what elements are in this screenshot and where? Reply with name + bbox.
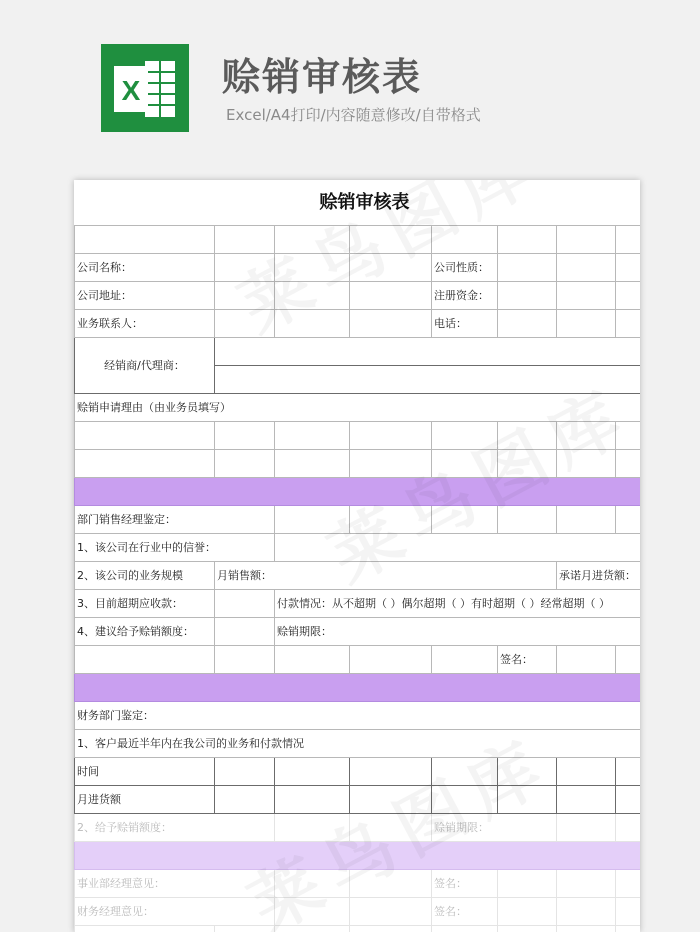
promised-purchase-label: 承诺月进货额： bbox=[557, 562, 641, 590]
registered-capital-label: 注册资金： bbox=[432, 282, 498, 310]
cell[interactable] bbox=[616, 450, 641, 478]
cell[interactable] bbox=[557, 282, 616, 310]
cell[interactable] bbox=[350, 254, 432, 282]
item1-input[interactable] bbox=[275, 534, 641, 562]
cell[interactable] bbox=[557, 786, 616, 814]
cell[interactable] bbox=[75, 646, 215, 674]
cell[interactable] bbox=[557, 926, 616, 932]
excel-logo-icon bbox=[101, 44, 189, 132]
item1-row bbox=[75, 534, 641, 562]
cell[interactable] bbox=[498, 254, 557, 282]
cell[interactable] bbox=[350, 282, 432, 310]
cell[interactable] bbox=[350, 898, 432, 926]
cell[interactable] bbox=[616, 506, 641, 534]
cell[interactable] bbox=[498, 786, 557, 814]
cell[interactable] bbox=[616, 226, 641, 254]
cell[interactable] bbox=[275, 282, 350, 310]
finance-item1-row bbox=[75, 730, 641, 758]
monthly-sales-label: 月销售额： bbox=[215, 562, 350, 590]
finance-item2-label: 2、给予赊销额度： bbox=[75, 814, 275, 842]
company-address-row bbox=[75, 282, 641, 310]
item3-label: 3、目前超期应收款： bbox=[75, 590, 215, 618]
cell[interactable] bbox=[616, 786, 641, 814]
reason-blank-row bbox=[75, 450, 641, 478]
cell[interactable] bbox=[350, 758, 432, 786]
monthly-sales-input[interactable] bbox=[350, 562, 557, 590]
item4-row bbox=[75, 618, 641, 646]
cell[interactable] bbox=[498, 926, 557, 932]
cell[interactable] bbox=[557, 814, 616, 842]
phone-label: 电话： bbox=[432, 310, 498, 338]
cell[interactable] bbox=[616, 926, 641, 932]
payment-status-label: 付款情况：从不超期（ ）偶尔超期（ ）有时超期（ ）经常超期（ ） bbox=[275, 590, 641, 618]
cell[interactable] bbox=[432, 226, 498, 254]
title-row bbox=[75, 180, 641, 226]
distributor-input[interactable] bbox=[215, 366, 641, 394]
finance-item2-row bbox=[75, 814, 641, 842]
cell[interactable] bbox=[275, 310, 350, 338]
distributor-input[interactable] bbox=[215, 338, 641, 366]
cell[interactable] bbox=[557, 422, 616, 450]
cell[interactable] bbox=[616, 758, 641, 786]
page-header bbox=[0, 0, 700, 170]
cell[interactable] bbox=[498, 310, 557, 338]
company-nature-label: 公司性质： bbox=[432, 254, 498, 282]
cell[interactable] bbox=[215, 450, 275, 478]
cell[interactable] bbox=[275, 786, 350, 814]
cell[interactable] bbox=[275, 226, 350, 254]
section-divider bbox=[75, 842, 641, 870]
cell[interactable] bbox=[215, 758, 275, 786]
cell[interactable] bbox=[432, 786, 498, 814]
cell[interactable] bbox=[275, 814, 350, 842]
cell[interactable] bbox=[215, 422, 275, 450]
svg-text:X: X bbox=[121, 75, 141, 106]
purple-band bbox=[75, 478, 641, 506]
bu-manager-label: 事业部经理意见： bbox=[75, 870, 275, 898]
cell[interactable] bbox=[275, 898, 350, 926]
finance-item1-label: 1、客户最近半年内在我公司的业务和付款情况 bbox=[75, 730, 641, 758]
cell[interactable] bbox=[557, 898, 616, 926]
finance-credit-period-label: 赊销期限： bbox=[432, 814, 557, 842]
finance-review-label: 财务部门鉴定： bbox=[75, 702, 641, 730]
distributor-row bbox=[75, 338, 641, 366]
cell[interactable] bbox=[616, 646, 641, 674]
cell[interactable] bbox=[498, 450, 557, 478]
item1-label: 1、该公司在行业中的信誉： bbox=[75, 534, 275, 562]
cell[interactable] bbox=[616, 870, 641, 898]
cell[interactable] bbox=[432, 926, 498, 932]
cell[interactable] bbox=[557, 254, 616, 282]
cell[interactable] bbox=[557, 646, 616, 674]
cell[interactable] bbox=[215, 926, 275, 932]
cell[interactable] bbox=[215, 646, 275, 674]
contact-row bbox=[75, 310, 641, 338]
cell[interactable] bbox=[275, 506, 350, 534]
monthly-purchase-label: 月进货额 bbox=[75, 786, 215, 814]
cell[interactable] bbox=[275, 422, 350, 450]
cell[interactable] bbox=[616, 814, 641, 842]
purple-band bbox=[75, 842, 641, 870]
cell[interactable] bbox=[557, 870, 616, 898]
company-address-label: 公司地址： bbox=[75, 282, 215, 310]
cell[interactable] bbox=[215, 254, 275, 282]
dept-sales-review-label: 部门销售经理鉴定： bbox=[75, 506, 275, 534]
page-title: 赊销审核表 bbox=[222, 55, 423, 99]
cell[interactable] bbox=[557, 506, 616, 534]
cell[interactable] bbox=[498, 226, 557, 254]
cell[interactable] bbox=[498, 870, 557, 898]
reason-label: 赊销申请理由（由业务员填写） bbox=[75, 394, 641, 422]
bu-signature-label: 签名： bbox=[432, 870, 498, 898]
cell[interactable] bbox=[557, 310, 616, 338]
cell[interactable] bbox=[432, 646, 498, 674]
cell[interactable] bbox=[432, 450, 498, 478]
blank-row bbox=[75, 926, 641, 932]
cell[interactable] bbox=[432, 758, 498, 786]
cell[interactable] bbox=[75, 926, 215, 932]
cell[interactable] bbox=[215, 282, 275, 310]
cell[interactable] bbox=[350, 870, 432, 898]
cell[interactable] bbox=[616, 282, 641, 310]
cell[interactable] bbox=[350, 814, 432, 842]
cell[interactable] bbox=[350, 422, 432, 450]
cell[interactable] bbox=[557, 758, 616, 786]
item2-label: 2、该公司的业务规模 bbox=[75, 562, 215, 590]
business-contact-label: 业务联系人： bbox=[75, 310, 215, 338]
cell[interactable] bbox=[215, 226, 275, 254]
cell[interactable] bbox=[275, 758, 350, 786]
cell[interactable] bbox=[350, 786, 432, 814]
sheet-title: 赊销审核表 bbox=[75, 180, 641, 226]
cell[interactable] bbox=[350, 226, 432, 254]
cell[interactable] bbox=[215, 786, 275, 814]
cell[interactable] bbox=[498, 506, 557, 534]
time-row bbox=[75, 758, 641, 786]
cell[interactable] bbox=[350, 310, 432, 338]
cell[interactable] bbox=[275, 870, 350, 898]
reason-blank-row bbox=[75, 422, 641, 450]
reason-row bbox=[75, 394, 641, 422]
bu-manager-row bbox=[75, 870, 641, 898]
blank-row bbox=[75, 226, 641, 254]
item4-label: 4、建议给予赊销额度： bbox=[75, 618, 215, 646]
cell[interactable] bbox=[275, 926, 350, 932]
cell[interactable] bbox=[498, 422, 557, 450]
credit-review-form bbox=[74, 180, 640, 932]
spreadsheet-preview bbox=[74, 180, 640, 932]
section-divider bbox=[75, 674, 641, 702]
cell[interactable] bbox=[350, 506, 432, 534]
cell[interactable] bbox=[215, 590, 275, 618]
cell[interactable] bbox=[557, 450, 616, 478]
finance-manager-label: 财务经理意见： bbox=[75, 898, 275, 926]
cell[interactable] bbox=[350, 450, 432, 478]
cell[interactable] bbox=[275, 450, 350, 478]
page-subtitle: Excel/A4打印/内容随意修改/自带格式 bbox=[226, 106, 481, 124]
cell[interactable] bbox=[498, 758, 557, 786]
cell[interactable] bbox=[616, 310, 641, 338]
cell[interactable] bbox=[215, 618, 275, 646]
cell[interactable] bbox=[616, 254, 641, 282]
cell[interactable] bbox=[616, 422, 641, 450]
company-name-label: 公司名称： bbox=[75, 254, 215, 282]
cell[interactable] bbox=[498, 898, 557, 926]
cell[interactable] bbox=[215, 310, 275, 338]
item2-row bbox=[75, 562, 641, 590]
cell[interactable] bbox=[432, 506, 498, 534]
cell[interactable] bbox=[498, 282, 557, 310]
cell[interactable] bbox=[275, 646, 350, 674]
purple-band bbox=[75, 674, 641, 702]
time-label: 时间 bbox=[75, 758, 215, 786]
cell[interactable] bbox=[75, 226, 215, 254]
section-divider bbox=[75, 478, 641, 506]
signature-row bbox=[75, 646, 641, 674]
cell[interactable] bbox=[75, 422, 215, 450]
cell[interactable] bbox=[75, 450, 215, 478]
cell[interactable] bbox=[350, 926, 432, 932]
cell[interactable] bbox=[275, 254, 350, 282]
signature-label: 签名： bbox=[498, 646, 557, 674]
cell[interactable] bbox=[557, 226, 616, 254]
cell[interactable] bbox=[350, 646, 432, 674]
credit-period-label: 赊销期限： bbox=[275, 618, 641, 646]
company-name-row bbox=[75, 254, 641, 282]
cell[interactable] bbox=[616, 898, 641, 926]
monthly-purchase-row bbox=[75, 786, 641, 814]
dept-sales-row bbox=[75, 506, 641, 534]
finance-signature-label: 签名： bbox=[432, 898, 498, 926]
finance-review-row bbox=[75, 702, 641, 730]
cell[interactable] bbox=[432, 422, 498, 450]
finance-manager-row bbox=[75, 898, 641, 926]
distributor-label: 经销商/代理商： bbox=[75, 338, 215, 394]
item3-row bbox=[75, 590, 641, 618]
